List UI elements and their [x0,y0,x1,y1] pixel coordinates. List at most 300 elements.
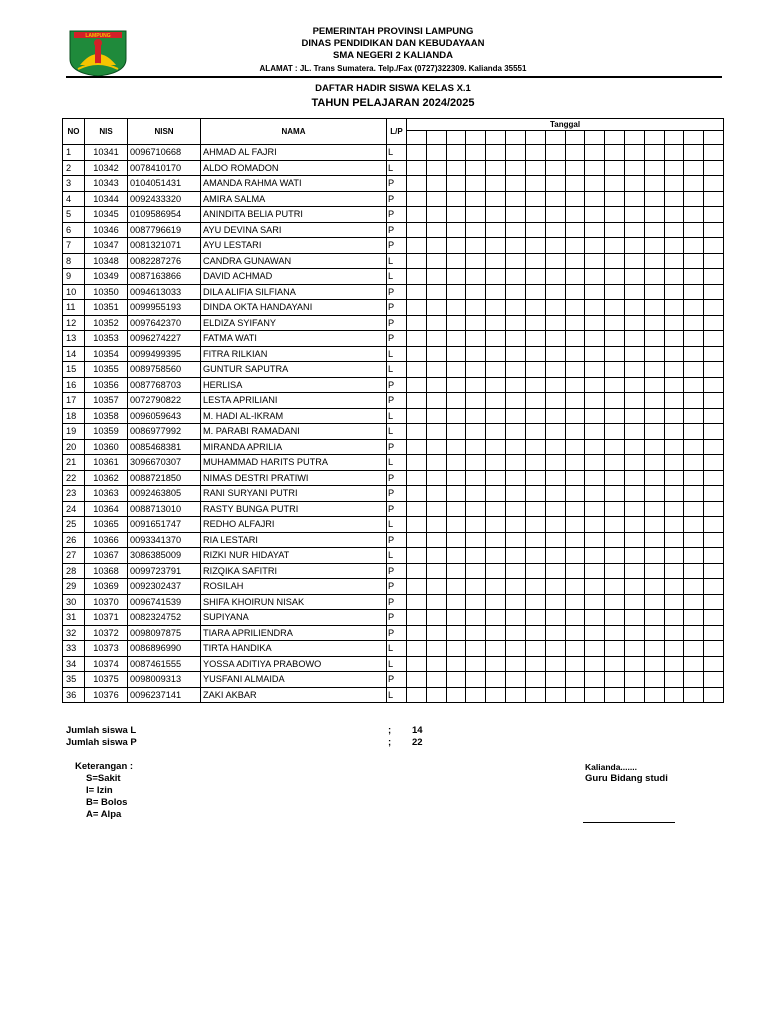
attendance-cell[interactable] [466,501,486,517]
attendance-cell[interactable] [585,207,605,223]
attendance-cell[interactable] [545,377,565,393]
attendance-cell[interactable] [605,656,625,672]
attendance-cell[interactable] [506,269,526,285]
attendance-cell[interactable] [605,315,625,331]
attendance-cell[interactable] [605,300,625,316]
attendance-cell[interactable] [446,563,466,579]
attendance-cell[interactable] [684,331,704,347]
attendance-cell[interactable] [506,207,526,223]
attendance-cell[interactable] [585,253,605,269]
attendance-cell[interactable] [506,393,526,409]
attendance-cell[interactable] [585,594,605,610]
attendance-cell[interactable] [407,687,427,703]
attendance-cell[interactable] [525,284,545,300]
attendance-cell[interactable] [525,532,545,548]
attendance-cell[interactable] [407,160,427,176]
attendance-cell[interactable] [407,672,427,688]
attendance-cell[interactable] [644,501,664,517]
attendance-cell[interactable] [545,548,565,564]
attendance-cell[interactable] [664,393,684,409]
attendance-cell[interactable] [545,455,565,471]
attendance-cell[interactable] [486,610,506,626]
attendance-cell[interactable] [407,424,427,440]
attendance-cell[interactable] [704,563,724,579]
attendance-cell[interactable] [664,439,684,455]
attendance-cell[interactable] [506,346,526,362]
attendance-cell[interactable] [486,424,506,440]
attendance-cell[interactable] [486,315,506,331]
attendance-cell[interactable] [446,579,466,595]
attendance-cell[interactable] [486,238,506,254]
attendance-cell[interactable] [565,346,585,362]
attendance-cell[interactable] [466,377,486,393]
attendance-cell[interactable] [565,455,585,471]
attendance-cell[interactable] [486,563,506,579]
attendance-cell[interactable] [446,269,466,285]
attendance-cell[interactable] [704,408,724,424]
attendance-cell[interactable] [486,160,506,176]
attendance-cell[interactable] [684,315,704,331]
attendance-cell[interactable] [624,610,644,626]
attendance-cell[interactable] [466,439,486,455]
attendance-cell[interactable] [525,501,545,517]
attendance-cell[interactable] [624,594,644,610]
attendance-cell[interactable] [624,517,644,533]
attendance-cell[interactable] [525,346,545,362]
attendance-cell[interactable] [565,160,585,176]
attendance-cell[interactable] [545,393,565,409]
attendance-cell[interactable] [565,501,585,517]
attendance-cell[interactable] [446,610,466,626]
attendance-cell[interactable] [704,501,724,517]
attendance-cell[interactable] [585,222,605,238]
attendance-cell[interactable] [585,625,605,641]
attendance-cell[interactable] [486,594,506,610]
attendance-cell[interactable] [644,377,664,393]
attendance-cell[interactable] [684,532,704,548]
attendance-cell[interactable] [426,439,446,455]
attendance-cell[interactable] [486,672,506,688]
attendance-cell[interactable] [407,408,427,424]
attendance-cell[interactable] [565,486,585,502]
attendance-cell[interactable] [585,269,605,285]
attendance-cell[interactable] [624,501,644,517]
attendance-cell[interactable] [704,656,724,672]
attendance-cell[interactable] [624,222,644,238]
attendance-cell[interactable] [486,439,506,455]
attendance-cell[interactable] [605,191,625,207]
attendance-cell[interactable] [525,393,545,409]
attendance-cell[interactable] [426,393,446,409]
attendance-cell[interactable] [545,656,565,672]
attendance-cell[interactable] [446,470,466,486]
attendance-cell[interactable] [624,207,644,223]
attendance-cell[interactable] [644,439,664,455]
attendance-cell[interactable] [545,346,565,362]
attendance-cell[interactable] [684,656,704,672]
attendance-cell[interactable] [426,579,446,595]
attendance-cell[interactable] [585,532,605,548]
attendance-cell[interactable] [545,191,565,207]
attendance-cell[interactable] [565,548,585,564]
attendance-cell[interactable] [426,222,446,238]
attendance-cell[interactable] [585,331,605,347]
attendance-cell[interactable] [426,408,446,424]
attendance-cell[interactable] [585,579,605,595]
attendance-cell[interactable] [426,641,446,657]
attendance-cell[interactable] [605,145,625,161]
attendance-cell[interactable] [525,408,545,424]
attendance-cell[interactable] [466,548,486,564]
attendance-cell[interactable] [664,579,684,595]
attendance-cell[interactable] [506,300,526,316]
attendance-cell[interactable] [486,517,506,533]
attendance-cell[interactable] [565,191,585,207]
attendance-cell[interactable] [605,641,625,657]
attendance-cell[interactable] [684,300,704,316]
attendance-cell[interactable] [624,563,644,579]
attendance-cell[interactable] [506,501,526,517]
attendance-cell[interactable] [506,517,526,533]
attendance-cell[interactable] [486,486,506,502]
attendance-cell[interactable] [466,160,486,176]
attendance-cell[interactable] [446,191,466,207]
attendance-cell[interactable] [407,362,427,378]
attendance-cell[interactable] [545,207,565,223]
attendance-cell[interactable] [486,455,506,471]
attendance-cell[interactable] [624,625,644,641]
attendance-cell[interactable] [466,656,486,672]
attendance-cell[interactable] [525,253,545,269]
attendance-cell[interactable] [426,625,446,641]
attendance-cell[interactable] [545,517,565,533]
attendance-cell[interactable] [624,145,644,161]
attendance-cell[interactable] [545,486,565,502]
attendance-cell[interactable] [545,641,565,657]
attendance-cell[interactable] [624,315,644,331]
attendance-cell[interactable] [644,331,664,347]
attendance-cell[interactable] [466,253,486,269]
attendance-cell[interactable] [565,439,585,455]
attendance-cell[interactable] [565,625,585,641]
attendance-cell[interactable] [407,486,427,502]
attendance-cell[interactable] [684,517,704,533]
attendance-cell[interactable] [486,470,506,486]
attendance-cell[interactable] [644,362,664,378]
attendance-cell[interactable] [407,470,427,486]
attendance-cell[interactable] [605,610,625,626]
attendance-cell[interactable] [446,300,466,316]
attendance-cell[interactable] [644,532,664,548]
attendance-cell[interactable] [466,269,486,285]
attendance-cell[interactable] [664,176,684,192]
attendance-cell[interactable] [565,641,585,657]
attendance-cell[interactable] [644,393,664,409]
attendance-cell[interactable] [644,517,664,533]
attendance-cell[interactable] [704,362,724,378]
attendance-cell[interactable] [545,269,565,285]
attendance-cell[interactable] [466,470,486,486]
attendance-cell[interactable] [565,377,585,393]
attendance-cell[interactable] [704,641,724,657]
attendance-cell[interactable] [407,439,427,455]
attendance-cell[interactable] [605,594,625,610]
attendance-cell[interactable] [426,191,446,207]
attendance-cell[interactable] [624,362,644,378]
attendance-cell[interactable] [644,455,664,471]
attendance-cell[interactable] [684,408,704,424]
attendance-cell[interactable] [704,222,724,238]
attendance-cell[interactable] [466,424,486,440]
attendance-cell[interactable] [466,315,486,331]
attendance-cell[interactable] [704,207,724,223]
attendance-cell[interactable] [525,269,545,285]
attendance-cell[interactable] [545,408,565,424]
attendance-cell[interactable] [624,579,644,595]
attendance-cell[interactable] [525,455,545,471]
attendance-cell[interactable] [644,687,664,703]
attendance-cell[interactable] [704,532,724,548]
attendance-cell[interactable] [446,222,466,238]
attendance-cell[interactable] [446,532,466,548]
attendance-cell[interactable] [664,470,684,486]
attendance-cell[interactable] [506,424,526,440]
attendance-cell[interactable] [426,207,446,223]
attendance-cell[interactable] [565,532,585,548]
attendance-cell[interactable] [506,315,526,331]
attendance-cell[interactable] [525,222,545,238]
attendance-cell[interactable] [466,625,486,641]
attendance-cell[interactable] [525,300,545,316]
attendance-cell[interactable] [407,579,427,595]
attendance-cell[interactable] [664,501,684,517]
attendance-cell[interactable] [446,625,466,641]
attendance-cell[interactable] [664,222,684,238]
attendance-cell[interactable] [664,284,684,300]
attendance-cell[interactable] [486,145,506,161]
attendance-cell[interactable] [466,238,486,254]
attendance-cell[interactable] [704,346,724,362]
attendance-cell[interactable] [426,501,446,517]
attendance-cell[interactable] [704,424,724,440]
attendance-cell[interactable] [506,439,526,455]
attendance-cell[interactable] [704,160,724,176]
attendance-cell[interactable] [644,548,664,564]
attendance-cell[interactable] [506,331,526,347]
attendance-cell[interactable] [525,470,545,486]
attendance-cell[interactable] [704,191,724,207]
attendance-cell[interactable] [605,253,625,269]
attendance-cell[interactable] [407,300,427,316]
attendance-cell[interactable] [545,176,565,192]
attendance-cell[interactable] [605,160,625,176]
attendance-cell[interactable] [585,517,605,533]
attendance-cell[interactable] [506,641,526,657]
attendance-cell[interactable] [506,579,526,595]
attendance-cell[interactable] [585,610,605,626]
attendance-cell[interactable] [466,486,486,502]
attendance-cell[interactable] [644,253,664,269]
attendance-cell[interactable] [426,253,446,269]
attendance-cell[interactable] [644,176,664,192]
attendance-cell[interactable] [684,548,704,564]
attendance-cell[interactable] [525,176,545,192]
attendance-cell[interactable] [446,145,466,161]
attendance-cell[interactable] [525,486,545,502]
attendance-cell[interactable] [605,331,625,347]
attendance-cell[interactable] [486,207,506,223]
attendance-cell[interactable] [565,408,585,424]
attendance-cell[interactable] [545,284,565,300]
attendance-cell[interactable] [585,424,605,440]
attendance-cell[interactable] [684,377,704,393]
attendance-cell[interactable] [684,145,704,161]
attendance-cell[interactable] [446,501,466,517]
attendance-cell[interactable] [684,222,704,238]
attendance-cell[interactable] [624,160,644,176]
attendance-cell[interactable] [624,377,644,393]
attendance-cell[interactable] [545,672,565,688]
attendance-cell[interactable] [466,331,486,347]
attendance-cell[interactable] [407,145,427,161]
attendance-cell[interactable] [407,532,427,548]
attendance-cell[interactable] [565,672,585,688]
attendance-cell[interactable] [506,548,526,564]
attendance-cell[interactable] [565,145,585,161]
attendance-cell[interactable] [407,594,427,610]
attendance-cell[interactable] [565,222,585,238]
attendance-cell[interactable] [486,641,506,657]
attendance-cell[interactable] [407,610,427,626]
attendance-cell[interactable] [525,610,545,626]
attendance-cell[interactable] [545,331,565,347]
attendance-cell[interactable] [644,470,664,486]
attendance-cell[interactable] [704,579,724,595]
attendance-cell[interactable] [407,331,427,347]
attendance-cell[interactable] [605,362,625,378]
attendance-cell[interactable] [506,222,526,238]
attendance-cell[interactable] [486,176,506,192]
attendance-cell[interactable] [407,238,427,254]
attendance-cell[interactable] [545,315,565,331]
attendance-cell[interactable] [664,145,684,161]
attendance-cell[interactable] [664,641,684,657]
attendance-cell[interactable] [684,579,704,595]
attendance-cell[interactable] [506,610,526,626]
attendance-cell[interactable] [565,253,585,269]
attendance-cell[interactable] [585,563,605,579]
attendance-cell[interactable] [644,300,664,316]
attendance-cell[interactable] [426,517,446,533]
attendance-cell[interactable] [644,269,664,285]
attendance-cell[interactable] [624,346,644,362]
attendance-cell[interactable] [664,625,684,641]
attendance-cell[interactable] [684,191,704,207]
attendance-cell[interactable] [624,408,644,424]
attendance-cell[interactable] [407,269,427,285]
attendance-cell[interactable] [426,455,446,471]
attendance-cell[interactable] [585,486,605,502]
attendance-cell[interactable] [585,470,605,486]
attendance-cell[interactable] [525,641,545,657]
attendance-cell[interactable] [664,191,684,207]
attendance-cell[interactable] [565,238,585,254]
attendance-cell[interactable] [506,687,526,703]
attendance-cell[interactable] [624,470,644,486]
attendance-cell[interactable] [565,300,585,316]
attendance-cell[interactable] [525,548,545,564]
attendance-cell[interactable] [644,207,664,223]
attendance-cell[interactable] [605,672,625,688]
attendance-cell[interactable] [506,455,526,471]
attendance-cell[interactable] [407,656,427,672]
attendance-cell[interactable] [525,315,545,331]
attendance-cell[interactable] [624,486,644,502]
attendance-cell[interactable] [624,548,644,564]
attendance-cell[interactable] [506,563,526,579]
attendance-cell[interactable] [506,160,526,176]
attendance-cell[interactable] [704,625,724,641]
attendance-cell[interactable] [585,238,605,254]
attendance-cell[interactable] [407,253,427,269]
attendance-cell[interactable] [545,300,565,316]
attendance-cell[interactable] [644,145,664,161]
attendance-cell[interactable] [506,377,526,393]
attendance-cell[interactable] [585,300,605,316]
attendance-cell[interactable] [426,470,446,486]
attendance-cell[interactable] [426,300,446,316]
attendance-cell[interactable] [506,486,526,502]
attendance-cell[interactable] [664,253,684,269]
attendance-cell[interactable] [585,548,605,564]
attendance-cell[interactable] [684,455,704,471]
attendance-cell[interactable] [426,284,446,300]
attendance-cell[interactable] [426,594,446,610]
attendance-cell[interactable] [506,176,526,192]
attendance-cell[interactable] [664,408,684,424]
attendance-cell[interactable] [644,486,664,502]
attendance-cell[interactable] [565,610,585,626]
attendance-cell[interactable] [426,238,446,254]
attendance-cell[interactable] [446,548,466,564]
attendance-cell[interactable] [624,253,644,269]
attendance-cell[interactable] [466,532,486,548]
attendance-cell[interactable] [446,160,466,176]
attendance-cell[interactable] [486,656,506,672]
attendance-cell[interactable] [664,563,684,579]
attendance-cell[interactable] [585,687,605,703]
attendance-cell[interactable] [446,377,466,393]
attendance-cell[interactable] [466,563,486,579]
attendance-cell[interactable] [486,346,506,362]
attendance-cell[interactable] [407,284,427,300]
attendance-cell[interactable] [407,346,427,362]
attendance-cell[interactable] [446,253,466,269]
attendance-cell[interactable] [605,393,625,409]
attendance-cell[interactable] [624,641,644,657]
attendance-cell[interactable] [664,610,684,626]
attendance-cell[interactable] [525,579,545,595]
attendance-cell[interactable] [446,455,466,471]
attendance-cell[interactable] [446,424,466,440]
attendance-cell[interactable] [407,563,427,579]
attendance-cell[interactable] [605,408,625,424]
attendance-cell[interactable] [605,238,625,254]
attendance-cell[interactable] [565,594,585,610]
attendance-cell[interactable] [664,687,684,703]
attendance-cell[interactable] [565,362,585,378]
attendance-cell[interactable] [407,315,427,331]
